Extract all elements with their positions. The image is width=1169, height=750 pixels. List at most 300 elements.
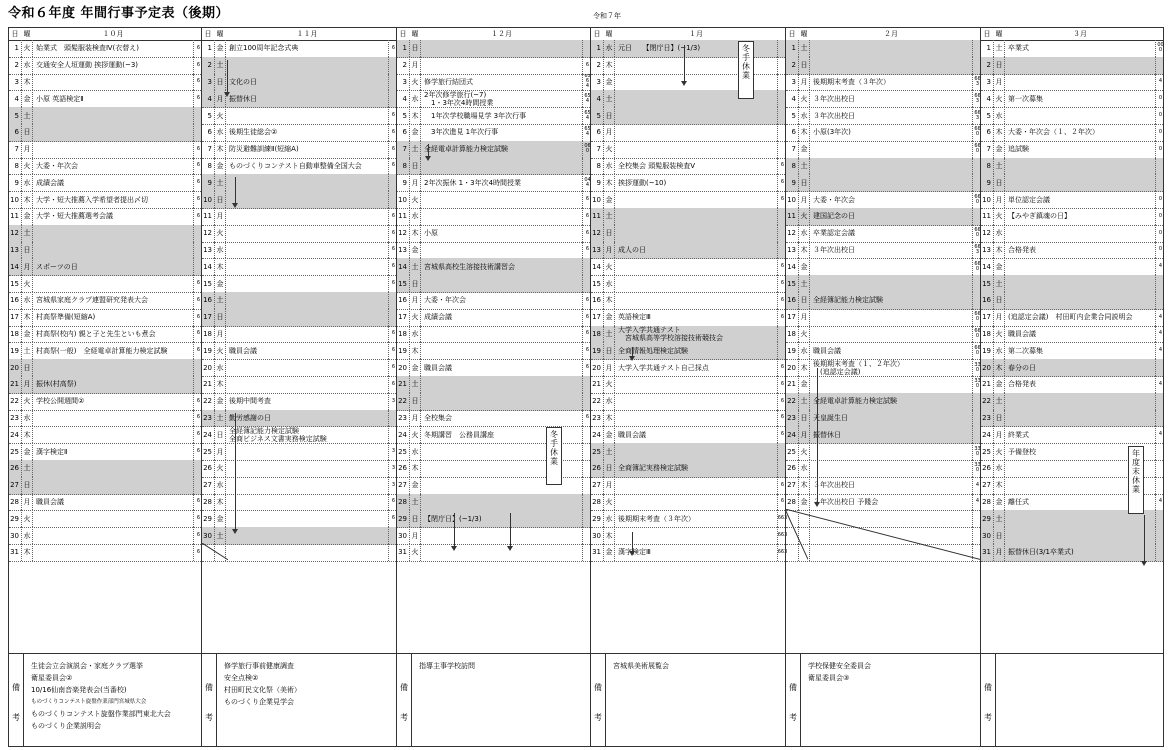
event-text bbox=[1005, 158, 1158, 175]
event-text bbox=[810, 275, 975, 292]
weekday: 金 bbox=[409, 124, 421, 141]
period-count: 6 bbox=[193, 527, 203, 544]
day-row bbox=[786, 242, 980, 260]
day-number: 16 bbox=[203, 296, 212, 305]
day-row bbox=[981, 393, 1163, 411]
day-col-header: 日 bbox=[983, 30, 991, 38]
weekday: 火 bbox=[603, 258, 615, 275]
weekday: 金 bbox=[214, 393, 226, 410]
event-text bbox=[33, 124, 196, 141]
remarks-label-char: 考 bbox=[984, 713, 992, 722]
year-end-vacation-label: 年 度 末 休 業 bbox=[1128, 446, 1144, 514]
annual-schedule-table bbox=[8, 27, 1164, 747]
day-number: 18 bbox=[398, 329, 407, 338]
day-row bbox=[786, 342, 980, 360]
event-text: 全校集会 bbox=[424, 413, 452, 422]
event-text: 成人の日 bbox=[618, 245, 646, 254]
day-number: 23 bbox=[398, 413, 407, 422]
remarks-label bbox=[786, 654, 801, 746]
weekday: 火 bbox=[993, 208, 1005, 225]
day-row bbox=[202, 292, 396, 310]
event-text bbox=[1005, 57, 1158, 74]
period-count: 6 bbox=[777, 494, 787, 511]
remarks-label bbox=[981, 654, 996, 746]
day-row bbox=[786, 90, 980, 108]
event-text bbox=[810, 443, 975, 460]
day-row bbox=[9, 275, 201, 293]
weekday: 木 bbox=[214, 258, 226, 275]
event-text: 追試験 bbox=[1008, 145, 1029, 154]
remarks-section bbox=[591, 653, 785, 746]
day-row bbox=[786, 410, 980, 428]
day-number: 28 bbox=[10, 497, 19, 506]
remark-item: 10/16仙南音楽発表会(当番校) bbox=[31, 686, 127, 694]
event-text bbox=[1005, 275, 1158, 292]
weekday: 水 bbox=[993, 107, 1005, 124]
day-row bbox=[981, 74, 1163, 92]
period-count: 0 bbox=[1155, 191, 1165, 208]
remarks-section bbox=[202, 653, 396, 746]
weekday: 土 bbox=[603, 443, 615, 460]
event-text bbox=[615, 527, 780, 544]
day-number: 8 bbox=[14, 161, 19, 170]
day-row bbox=[591, 494, 785, 512]
remarks-label-char: 考 bbox=[400, 713, 408, 722]
weekday: 木 bbox=[21, 426, 33, 443]
weekday: 日 bbox=[603, 107, 615, 124]
event-text bbox=[1005, 527, 1158, 544]
weekday: 木 bbox=[993, 477, 1005, 494]
continuation-arrow bbox=[428, 144, 429, 157]
remarks-text bbox=[613, 660, 783, 672]
month-name: ３月 bbox=[1073, 30, 1087, 38]
period-count: 6 bbox=[388, 258, 398, 275]
period-count: 6 bbox=[777, 477, 787, 494]
event-text bbox=[421, 544, 585, 561]
day-number: 28 bbox=[982, 497, 991, 506]
event-text bbox=[226, 292, 391, 309]
period-count: 3 bbox=[388, 477, 398, 494]
event-text: 防災避難訓練Ⅱ(短縮A) bbox=[229, 145, 299, 154]
day-number: 16 bbox=[787, 296, 796, 305]
weekday: 水 bbox=[214, 242, 226, 259]
day-row bbox=[9, 107, 201, 125]
day-row bbox=[981, 40, 1163, 58]
day-number: 2 bbox=[402, 61, 407, 70]
event-text: 修学旅行結団式 bbox=[424, 77, 473, 86]
event-text: 第一次募集 bbox=[1008, 94, 1043, 103]
event-text: 村高祭(校内) 親と子と先生といも煮会 bbox=[36, 329, 156, 338]
day-row bbox=[591, 376, 785, 394]
day-row bbox=[981, 527, 1163, 545]
day-number: 2 bbox=[14, 61, 19, 70]
day-row bbox=[9, 90, 201, 108]
day-row bbox=[591, 326, 785, 344]
day-row bbox=[202, 275, 396, 293]
weekday: 木 bbox=[603, 292, 615, 309]
weekday: 日 bbox=[409, 275, 421, 292]
day-number: 3 bbox=[596, 77, 601, 86]
day-number: 21 bbox=[592, 380, 601, 389]
period-count: 6 bbox=[388, 208, 398, 225]
event-text bbox=[33, 510, 196, 527]
day-number: 28 bbox=[592, 497, 601, 506]
period-count: 0 bbox=[1155, 225, 1165, 242]
event-text: 後期期末考査（１、２年次） (追認定会議) bbox=[813, 359, 904, 376]
weekday: 土 bbox=[21, 107, 33, 124]
day-number: 25 bbox=[398, 447, 407, 456]
weekday: 土 bbox=[993, 275, 1005, 292]
period-count: 6 bbox=[777, 359, 787, 376]
day-row bbox=[202, 494, 396, 512]
day-row bbox=[591, 309, 785, 327]
day-number: 22 bbox=[982, 397, 991, 406]
day-number: 12 bbox=[398, 229, 407, 238]
period-count: 65 4 bbox=[582, 90, 592, 107]
event-text bbox=[421, 393, 585, 410]
period-count: 6 bbox=[777, 292, 787, 309]
day-number: 18 bbox=[592, 329, 601, 338]
period-count: 33 0 bbox=[972, 443, 982, 460]
day-number: 8 bbox=[986, 161, 991, 170]
day-row bbox=[9, 510, 201, 528]
remark-item: 学校保健安全委員会 bbox=[808, 662, 871, 670]
period-count: 6 bbox=[193, 191, 203, 208]
period-count: 6 bbox=[388, 107, 398, 124]
event-text: 大委・年次会 bbox=[813, 195, 855, 204]
day-number: 4 bbox=[207, 94, 212, 103]
event-text bbox=[226, 477, 391, 494]
weekday: 日 bbox=[993, 410, 1005, 427]
event-text: 大学入学共通テスト自己採点 bbox=[618, 363, 709, 372]
day-row bbox=[786, 191, 980, 209]
weekday: 木 bbox=[798, 124, 810, 141]
day-number: 16 bbox=[982, 296, 991, 305]
day-row bbox=[202, 158, 396, 176]
remark-item: 指導主事学校訪問 bbox=[419, 662, 475, 670]
weekday: 水 bbox=[603, 275, 615, 292]
weekday: 日 bbox=[214, 309, 226, 326]
event-text bbox=[615, 208, 780, 225]
period-count: 0 bbox=[1155, 90, 1165, 107]
day-row bbox=[397, 326, 590, 344]
period-count: 66 3 bbox=[972, 242, 982, 259]
day-row bbox=[591, 527, 785, 545]
event-text: 【閉庁日】(~1/3) bbox=[424, 514, 482, 523]
day-number: 19 bbox=[203, 346, 212, 355]
day-row bbox=[591, 359, 785, 377]
day-row bbox=[9, 359, 201, 377]
event-text: (追認定会議) 村田町内企業合同説明会 bbox=[1008, 313, 1133, 322]
day-row bbox=[981, 57, 1163, 75]
weekday: 土 bbox=[993, 40, 1005, 57]
event-text bbox=[33, 527, 196, 544]
day-number: 29 bbox=[203, 514, 212, 523]
weekday: 火 bbox=[21, 158, 33, 175]
period-count bbox=[1155, 158, 1165, 175]
day-number: 24 bbox=[398, 430, 407, 439]
day-row bbox=[202, 40, 396, 58]
weekday: 金 bbox=[798, 376, 810, 393]
period-count: 6 bbox=[193, 57, 203, 74]
weekday: 月 bbox=[993, 309, 1005, 326]
period-count: 6 bbox=[777, 275, 787, 292]
day-number: 23 bbox=[982, 413, 991, 422]
day-number: 26 bbox=[203, 464, 212, 473]
period-count: 33 0 bbox=[972, 376, 982, 393]
remark-item: 村田町民文化祭（美術） bbox=[224, 686, 301, 694]
event-text: スポーツの日 bbox=[36, 262, 78, 271]
event-text bbox=[226, 376, 391, 393]
weekday: 金 bbox=[993, 494, 1005, 511]
day-number: 30 bbox=[592, 531, 601, 540]
period-count: 6 bbox=[193, 141, 203, 158]
remark-item: 宮城県美術展覧会 bbox=[613, 662, 669, 670]
period-count: 6 bbox=[582, 342, 592, 359]
day-row bbox=[202, 460, 396, 478]
event-text bbox=[810, 326, 975, 343]
event-text bbox=[615, 410, 780, 427]
weekday-col-header: 曜 bbox=[411, 30, 419, 38]
weekday: 木 bbox=[214, 141, 226, 158]
day-number: 29 bbox=[982, 514, 991, 523]
weekday: 火 bbox=[214, 225, 226, 242]
day-number: 3 bbox=[791, 77, 796, 86]
period-count: 06 0 bbox=[582, 141, 592, 158]
weekday: 月 bbox=[798, 426, 810, 443]
day-number: 20 bbox=[10, 363, 19, 372]
day-row bbox=[397, 292, 590, 310]
period-count: 6 bbox=[388, 141, 398, 158]
day-number: 31 bbox=[592, 548, 601, 557]
weekday: 木 bbox=[21, 74, 33, 91]
weekday: 木 bbox=[21, 544, 33, 561]
weekday: 土 bbox=[603, 90, 615, 107]
day-row bbox=[397, 510, 590, 528]
day-number: 23 bbox=[592, 413, 601, 422]
day-row bbox=[9, 477, 201, 495]
weekday: 火 bbox=[214, 107, 226, 124]
day-row bbox=[9, 292, 201, 310]
event-text: 成績会議 bbox=[36, 178, 64, 187]
day-row bbox=[786, 275, 980, 293]
day-number: 17 bbox=[982, 313, 991, 322]
day-row bbox=[786, 107, 980, 125]
event-text: 学校公開週間② bbox=[36, 397, 85, 406]
event-text bbox=[33, 74, 196, 91]
event-text bbox=[226, 544, 391, 561]
remarks-label-char: 考 bbox=[594, 713, 602, 722]
day-row bbox=[397, 242, 590, 260]
event-text: 村高祭(一般) 全経電卓計算能力検定試験 bbox=[36, 346, 168, 355]
weekday: 火 bbox=[603, 376, 615, 393]
weekday: 土 bbox=[214, 410, 226, 427]
period-count: 6 bbox=[193, 292, 203, 309]
day-col-header: 日 bbox=[399, 30, 407, 38]
event-text bbox=[810, 141, 975, 158]
event-text bbox=[810, 57, 975, 74]
day-number: 29 bbox=[592, 514, 601, 523]
period-count: 3 bbox=[388, 393, 398, 410]
remarks-text bbox=[419, 660, 588, 672]
event-text bbox=[226, 443, 391, 460]
period-count: 66 0 bbox=[972, 309, 982, 326]
period-count: 6 bbox=[582, 410, 592, 427]
weekday: 木 bbox=[798, 477, 810, 494]
day-row bbox=[9, 326, 201, 344]
weekday: 月 bbox=[409, 410, 421, 427]
weekday: 日 bbox=[603, 460, 615, 477]
period-count: 6 bbox=[777, 393, 787, 410]
day-row bbox=[591, 74, 785, 92]
event-text bbox=[810, 309, 975, 326]
weekday: 金 bbox=[409, 242, 421, 259]
day-number: 14 bbox=[592, 262, 601, 271]
day-number: 11 bbox=[787, 212, 796, 221]
day-row bbox=[591, 90, 785, 108]
event-text bbox=[421, 242, 585, 259]
day-row bbox=[591, 510, 785, 528]
day-number: 23 bbox=[10, 413, 19, 422]
weekday: 日 bbox=[798, 57, 810, 74]
day-row bbox=[981, 174, 1163, 192]
day-row bbox=[397, 275, 590, 293]
day-row bbox=[981, 275, 1163, 293]
day-number: 13 bbox=[982, 245, 991, 254]
month-name: １０月 bbox=[102, 30, 124, 38]
day-number: 1 bbox=[791, 44, 796, 53]
day-row bbox=[9, 174, 201, 192]
day-row bbox=[397, 174, 590, 192]
continuation-arrow bbox=[632, 532, 633, 552]
event-text: 全経電卓計算能力検定試験 bbox=[813, 397, 897, 406]
period-count bbox=[1155, 544, 1165, 561]
day-row bbox=[591, 191, 785, 209]
event-text bbox=[615, 275, 780, 292]
day-row bbox=[591, 158, 785, 176]
day-number: 26 bbox=[592, 464, 601, 473]
day-number: 5 bbox=[14, 111, 19, 120]
day-row bbox=[397, 74, 590, 92]
weekday: 木 bbox=[409, 107, 421, 124]
day-row bbox=[202, 544, 396, 562]
event-text bbox=[615, 376, 780, 393]
period-count: 66 0 bbox=[972, 191, 982, 208]
event-text bbox=[33, 225, 196, 242]
day-number: 10 bbox=[592, 195, 601, 204]
event-text bbox=[226, 527, 391, 544]
period-count: 6 bbox=[582, 191, 592, 208]
remarks-label-char: 備 bbox=[984, 683, 992, 692]
day-number: 22 bbox=[203, 397, 212, 406]
day-row bbox=[591, 141, 785, 159]
day-row bbox=[9, 124, 201, 142]
day-number: 6 bbox=[207, 128, 212, 137]
day-row bbox=[786, 460, 980, 478]
event-text: 振替休日 bbox=[813, 430, 841, 439]
day-row bbox=[202, 342, 396, 360]
day-row bbox=[202, 309, 396, 327]
remark-item: ものづくり企業見学会 bbox=[224, 698, 294, 706]
event-text: 大学入学共通テスト 宮城県高等学校溶接技術競技会 bbox=[618, 325, 723, 342]
weekday: 金 bbox=[409, 359, 421, 376]
day-number: 12 bbox=[203, 229, 212, 238]
period-count: 6 bbox=[388, 242, 398, 259]
weekday-col-header: 曜 bbox=[23, 30, 31, 38]
period-count: 3 bbox=[388, 443, 398, 460]
month-block bbox=[980, 27, 1164, 747]
continuation-arrow bbox=[1144, 515, 1145, 562]
remarks-label bbox=[397, 654, 412, 746]
weekday-col-header: 曜 bbox=[605, 30, 613, 38]
weekday: 木 bbox=[409, 225, 421, 242]
weekday: 金 bbox=[993, 376, 1005, 393]
day-row bbox=[981, 107, 1163, 125]
weekday: 火 bbox=[993, 90, 1005, 107]
weekday: 水 bbox=[993, 342, 1005, 359]
day-number: 24 bbox=[787, 430, 796, 439]
event-text bbox=[33, 477, 196, 494]
event-text bbox=[1005, 292, 1158, 309]
day-number: 28 bbox=[398, 497, 407, 506]
day-row bbox=[591, 225, 785, 243]
day-number: 26 bbox=[982, 464, 991, 473]
event-text bbox=[33, 410, 196, 427]
weekday: 金 bbox=[993, 141, 1005, 158]
day-number: 28 bbox=[787, 497, 796, 506]
remarks-section bbox=[981, 653, 1163, 746]
day-row bbox=[591, 208, 785, 226]
day-row bbox=[786, 124, 980, 142]
page-title: 令和６年度 年間行事予定表（後期） bbox=[8, 6, 230, 21]
day-number: 8 bbox=[791, 161, 796, 170]
event-text: 全経簿記能力検定試験 全商ビジネス文書実務検定試験 bbox=[229, 426, 327, 443]
weekday: 木 bbox=[214, 494, 226, 511]
weekday: 金 bbox=[798, 141, 810, 158]
event-text bbox=[421, 527, 585, 544]
event-text: 全校集会 頭髪服装検査Ⅴ bbox=[618, 161, 696, 170]
day-row bbox=[981, 141, 1163, 159]
day-row bbox=[9, 191, 201, 209]
empty-day-strike bbox=[785, 509, 980, 559]
period-count: 4 bbox=[1155, 326, 1165, 343]
day-number: 17 bbox=[203, 313, 212, 322]
day-number: 3 bbox=[986, 77, 991, 86]
remarks-label bbox=[591, 654, 606, 746]
weekday: 土 bbox=[798, 158, 810, 175]
weekday: 月 bbox=[603, 242, 615, 259]
weekday: 水 bbox=[798, 107, 810, 124]
event-text: 2年次修学旅行(~7) 1・3年次4時間授業 bbox=[424, 90, 494, 107]
period-count: 6 bbox=[193, 74, 203, 91]
period-count: 6 bbox=[777, 174, 787, 191]
day-number: 4 bbox=[791, 94, 796, 103]
weekday: 金 bbox=[214, 275, 226, 292]
event-text: 終業式 bbox=[1008, 430, 1029, 439]
period-count: 0 bbox=[1155, 107, 1165, 124]
weekday: 木 bbox=[21, 191, 33, 208]
remarks-label-char: 備 bbox=[400, 683, 408, 692]
weekday: 日 bbox=[409, 510, 421, 527]
weekday: 土 bbox=[214, 57, 226, 74]
day-number: 10 bbox=[398, 195, 407, 204]
day-row bbox=[397, 376, 590, 394]
day-number: 25 bbox=[592, 447, 601, 456]
day-number: 11 bbox=[203, 212, 212, 221]
weekday: 火 bbox=[409, 426, 421, 443]
period-count: 6 bbox=[388, 124, 398, 141]
weekday-col-header: 曜 bbox=[216, 30, 224, 38]
